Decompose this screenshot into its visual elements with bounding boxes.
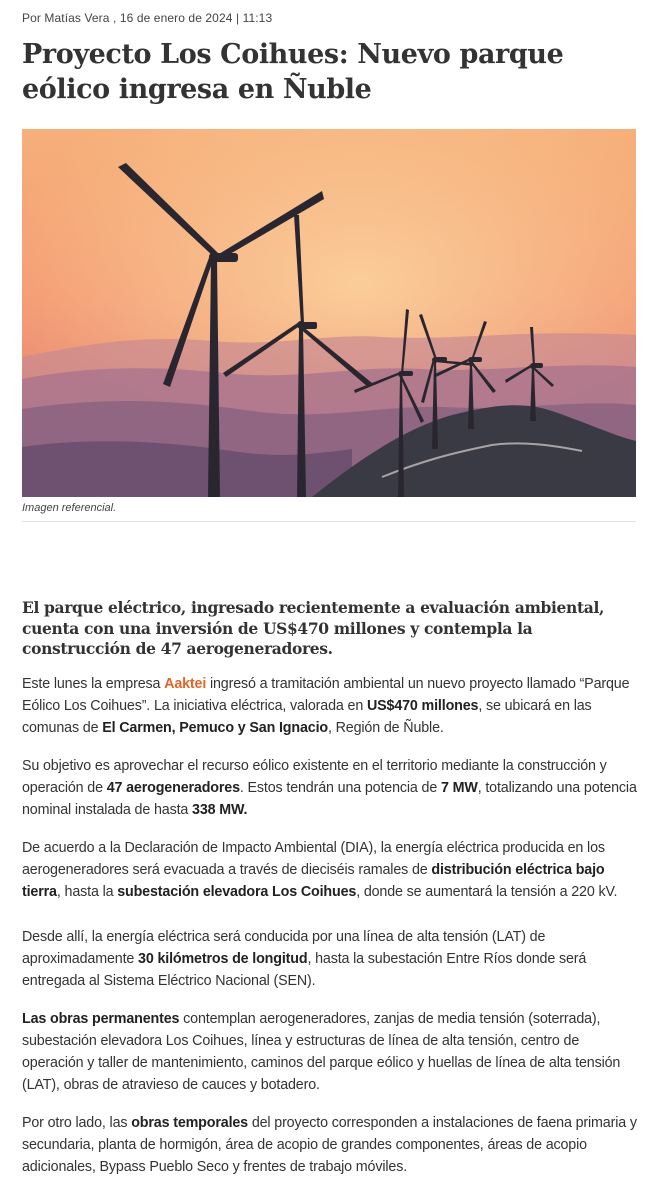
article-hero-image [22,129,636,497]
paragraph-2: Su objetivo es aprovechar el recurso eólico existente en el territorio mediante la construcción y operación de 47 aerogeneradores. Estos tendrán una potencia de 7 MW, totalizando una potencia nominal instalada de hasta 338 MW. [22,758,637,818]
caption-divider [22,521,636,522]
paragraph-3: De acuerdo a la Declaración de Impacto Ambiental (DIA), la energía eléctrica producida en los aerogeneradores será evacuada a través de dieciséis ramales de distribución eléctrica bajo tierra, hasta la subestación elevadora Los Coihues, donde se aumentará la tensión a 220 kV. [22,840,618,900]
article-title: Proyecto Los Coihues: Nuevo parque eólico ingresa en Ñuble [22,39,564,105]
paragraph-6: Por otro lado, las obras temporales del proyecto corresponden a instalaciones de faena primaria y secundaria, planta de hormigón, área de acopio de grandes componentes, áreas de acopio adicionales, Bypass Pueblo Seco y frentes de trabajo móviles. [22,1115,637,1175]
paragraph-4: Desde allí, la energía eléctrica será conducida por una línea de alta tensión (LAT) de aproximadamente 30 kilómetros de longitud, hasta la subestación Entre Ríos donde será entregada al Sistema Eléctrico Nacional (SEN). [22,929,587,989]
company-link-aaktei[interactable]: Aaktei [164,676,207,692]
paragraph-1: Este lunes la empresa Aaktei ingresó a tramitación ambiental un nuevo proyecto llamado “Parque Eólico Los Coihues”. La iniciativa eléctrica, valorada en US$470 millones, se ubicará en las comunas de El Carmen, Pemuco y San Ignacio, Región de Ñuble. [22,676,630,736]
article-byline: Por Matías Vera , 16 de enero de 2024 | 11:13 [22,11,273,25]
wind-turbines-sunset-photo [22,129,636,497]
article-lead: El parque eléctrico, ingresado recientemente a evaluación ambiental, cuenta con una inversión de US$470 millones y contempla la construcción de 47 aerogeneradores. [22,598,605,658]
paragraph-5: Las obras permanentes contemplan aerogeneradores, zanjas de media tensión (soterrada), subestación elevadora Los Coihues, línea y estructuras de línea de alta tensión, centro de operación y taller de mantenimiento, caminos del parque eólico y huellas de línea de alta tensión (LAT), obras de atravieso de cauces y botadero. [22,1011,621,1093]
image-caption: Imagen referencial. [22,502,117,514]
